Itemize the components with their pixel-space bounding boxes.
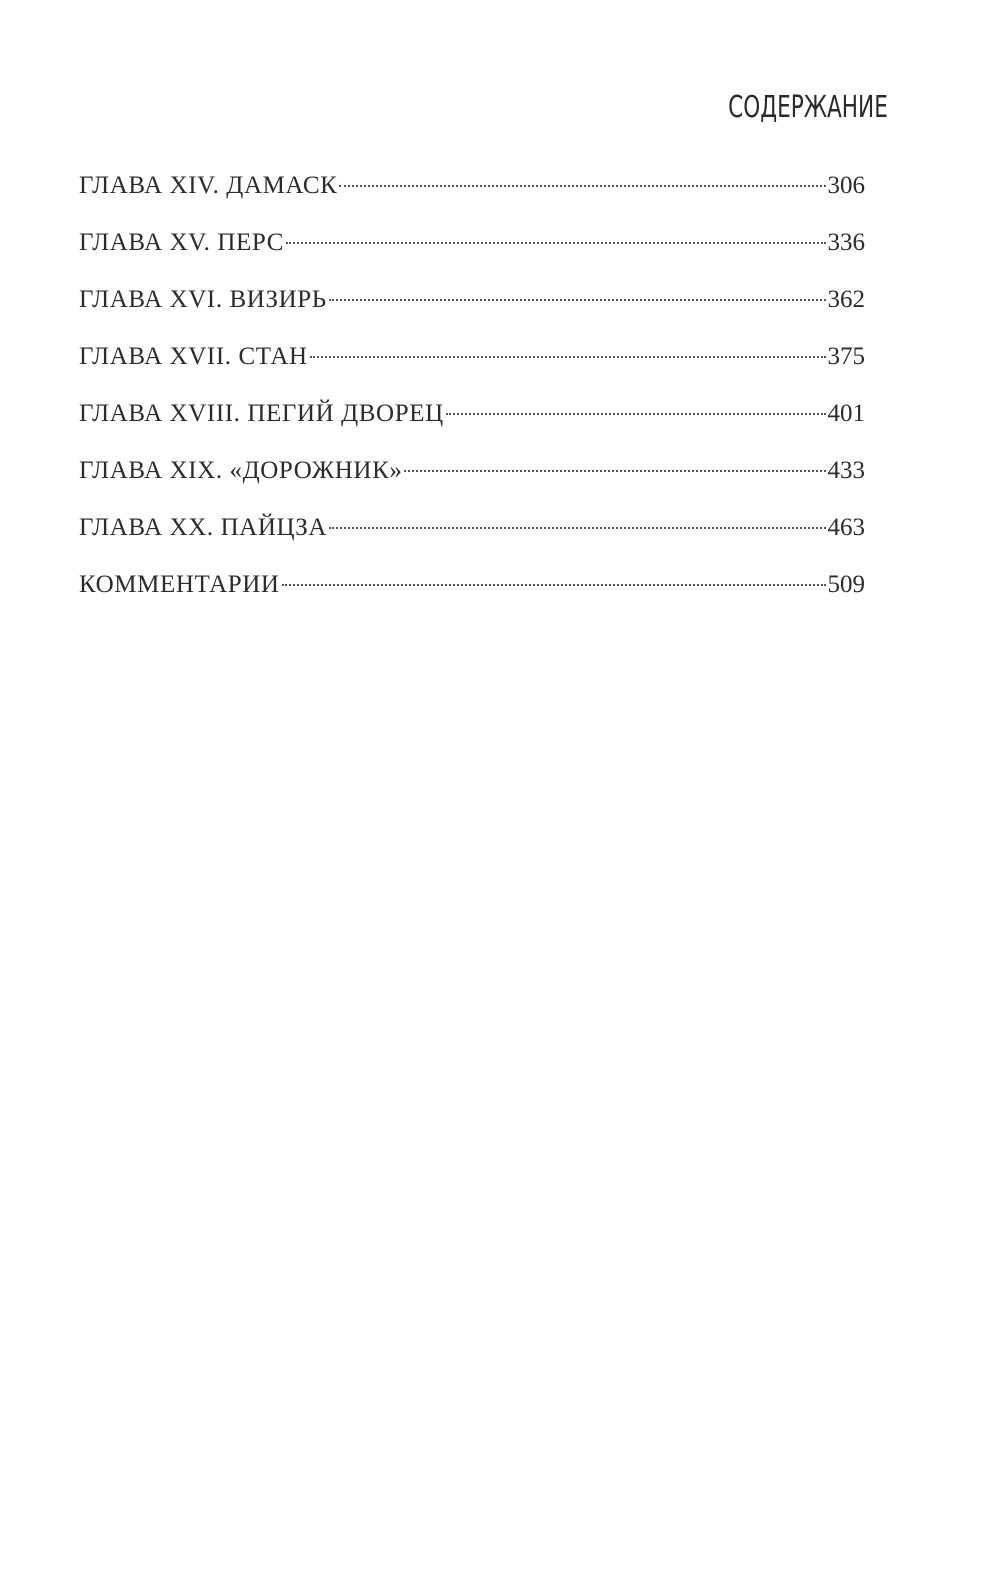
toc-entry-page: 362 <box>827 286 865 313</box>
toc-entry-title: ГЛАВА XVI. ВИЗИРЬ <box>79 286 327 313</box>
toc-entry <box>79 225 865 282</box>
table-of-contents <box>79 168 865 624</box>
toc-entry <box>79 339 865 396</box>
toc-entry-title: ГЛАВА XX. ПАЙЦЗА <box>79 514 327 541</box>
toc-entry-page: 375 <box>827 343 865 370</box>
toc-entry-page: 433 <box>827 457 865 484</box>
toc-entry-title: ГЛАВА XVII. СТАН <box>79 343 308 370</box>
dot-leader <box>310 356 826 358</box>
toc-entry-page: 401 <box>827 400 865 427</box>
toc-entry-title: КОММЕНТАРИИ <box>79 571 280 598</box>
toc-entry-title: ГЛАВА XVIII. ПЕГИЙ ДВОРЕЦ <box>79 400 444 427</box>
dot-leader <box>329 527 826 529</box>
dot-leader <box>282 584 826 586</box>
toc-entry-page: 306 <box>827 172 865 199</box>
dot-leader <box>329 299 826 301</box>
toc-entry-page: 509 <box>827 571 865 598</box>
toc-heading: СОДЕРЖАНИЕ <box>728 90 888 125</box>
toc-entry <box>79 453 865 510</box>
dot-leader <box>446 413 826 415</box>
toc-entry <box>79 567 865 624</box>
toc-entry-page: 336 <box>827 229 865 256</box>
dot-leader <box>339 185 825 187</box>
toc-entry <box>79 168 865 225</box>
toc-entry-title: ГЛАВА XV. ПЕРС <box>79 229 284 256</box>
toc-entry <box>79 282 865 339</box>
dot-leader <box>286 242 826 244</box>
toc-entry <box>79 396 865 453</box>
toc-entry-page: 463 <box>827 514 865 541</box>
toc-entry-title: ГЛАВА XIV. ДАМАСК <box>79 172 338 199</box>
dot-leader <box>404 470 825 472</box>
toc-entry <box>79 510 865 567</box>
toc-entry-title: ГЛАВА XIX. «ДОРОЖНИК» <box>79 457 403 484</box>
